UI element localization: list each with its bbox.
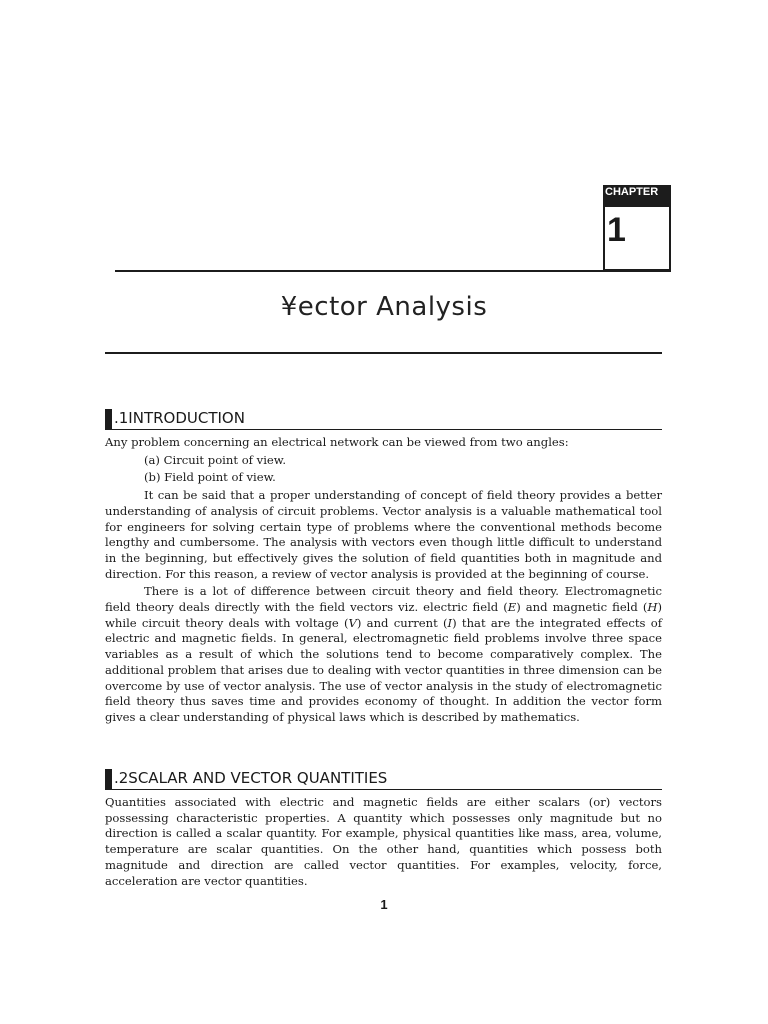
chapter-label: CHAPTER: [603, 185, 671, 207]
text-run: There is a lot of difference between circuit theory and field theory. Electromagnetic field theory deals directly with the field vectors viz. electric field (: [105, 584, 662, 615]
chapter-number: 1: [603, 207, 671, 271]
top-divider: [115, 270, 671, 272]
text-run: ) and current (: [356, 615, 448, 630]
list-item: (a) Circuit point of view.: [144, 452, 287, 467]
scalar-vector-paragraph: Quantities associated with electric and magnetic fields are either scalars (or) vectors possessing characteristic properties. A quantity which possesses only magnitude but no direction is called a scalar quantity. For example, physical quantities like mass, area, volume, temperature are scalar quantities. On the other hand, quantities which possess both magnitude and direction are called vector quantities. For examples, velocity, force, acceleration are vector quantities.: [105, 795, 662, 888]
scalar-vector-body: [105, 795, 662, 889]
section-marker: [105, 409, 112, 429]
text-run: ) and magnetic field (: [516, 600, 648, 615]
chapter-title: ¥ector Analysis: [280, 292, 488, 322]
symbol-e: E: [507, 600, 517, 615]
section-marker: [105, 769, 112, 789]
chapter-box: [603, 185, 671, 271]
title-divider: [105, 352, 662, 354]
list-item: (b) Field point of view.: [144, 470, 276, 485]
intro-paragraph-2: [105, 584, 662, 725]
text-run: ) that are the integrated effects of electric and magnetic fields. In general, electromagnetic field problems involve three space variables as a result of which the solutions tend to become comparatively complex. The additional problem that arises due to dealing with vector quantities in three dimension can be overcome by use of vector analysis. The use of vector analysis in the study of electromagnetic field theory thus saves time and provides economy of thought. In addition the vector form gives a clear understanding of physical laws which is described by mathematics.: [105, 615, 663, 724]
introduction-body: [105, 435, 662, 726]
intro-paragraph-1: It can be said that a proper understanding of concept of field theory provides a better understanding of analysis of circuit problems. Vector analysis is a valuable mathematical tool for engineers for solving certain type of problems where the conventional methods become lengthy and cumbersome. The analysis with vectors even though little difficult to understand in the beginning, but effectively gives the solution of field quantities both in magnitude and direction. For this reason, a review of vector analysis is provided at the beginning of course.: [105, 488, 662, 581]
symbol-v: V: [348, 615, 357, 630]
section-heading-text: .1INTRODUCTION: [114, 409, 245, 427]
text-run: ) while circuit theory deals with voltage (: [105, 600, 662, 630]
section-heading-introduction: [105, 409, 662, 430]
section-heading-scalar-vector: [105, 769, 662, 790]
symbol-h: H: [647, 600, 658, 615]
intro-lead: Any problem concerning an electrical network can be viewed from two angles:: [105, 435, 569, 449]
section-heading-text: .2SCALAR AND VECTOR QUANTITIES: [114, 769, 388, 787]
page-number: 1: [380, 897, 388, 912]
symbol-i: I: [447, 615, 453, 630]
